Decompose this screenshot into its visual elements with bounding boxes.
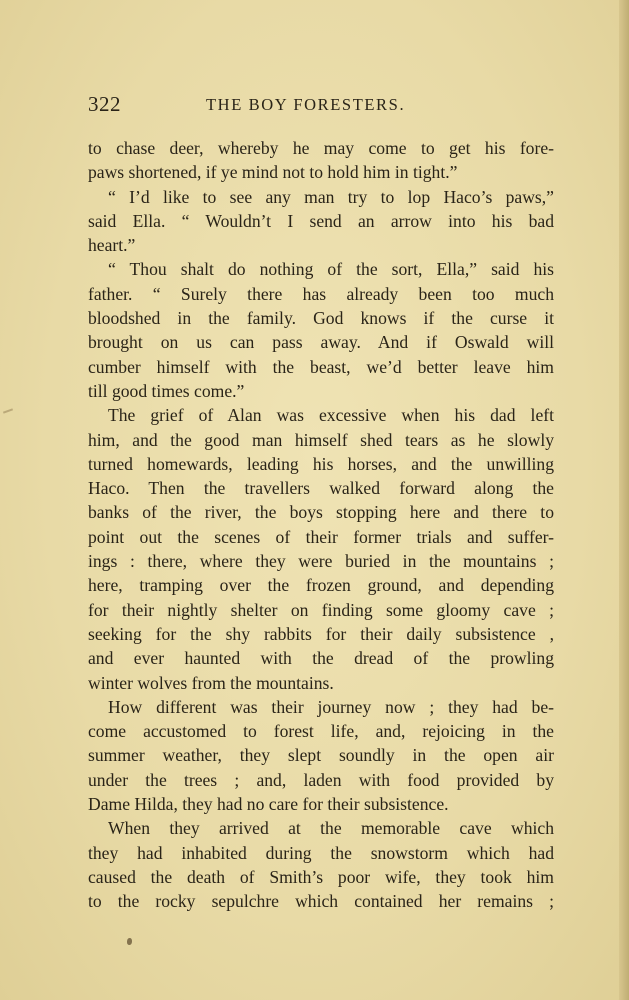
text-line: “ Thou shalt do nothing of the sort, Ella,” said his xyxy=(108,259,554,280)
text-line: come accustomed to forest life, and, rejoicing in the xyxy=(88,721,554,742)
page-edge xyxy=(619,0,629,1000)
text-line: point out the scenes of their former trials and suffer- xyxy=(88,526,554,547)
text-line: How different was their journey now ; they had be- xyxy=(108,696,554,717)
page-number: 322 xyxy=(88,92,121,116)
text-line: brought on us can pass away. And if Oswald will xyxy=(88,332,554,353)
text-line: to the rocky sepulchre which contained her remains ; xyxy=(88,891,554,912)
text-line: The grief of Alan was excessive when his dad left xyxy=(108,405,554,426)
ink-fleck xyxy=(127,938,132,945)
text-line: When they arrived at the memorable cave which xyxy=(108,818,554,839)
text-line: Haco. Then the travellers walked forward along the xyxy=(88,478,554,499)
text-line: seeking for the shy rabbits for their daily subsistence , xyxy=(88,623,554,644)
text-line: winter wolves from the mountains. xyxy=(88,672,334,693)
text-line: summer weather, they slept soundly in the open air xyxy=(88,745,554,766)
text-line: to chase deer, whereby he may come to get his fore- xyxy=(88,138,554,158)
running-head xyxy=(88,92,554,122)
body-text xyxy=(88,136,554,914)
text-line: paws shortened, if ye mind not to hold him in tight.” xyxy=(88,162,458,183)
text-line: said Ella. “ Wouldn’t I send an arrow into his bad xyxy=(88,210,554,231)
text-line: and ever haunted with the dread of the prowling xyxy=(88,648,554,669)
running-title: THE BOY FORESTERS. xyxy=(206,95,406,114)
text-line: father. “ Surely there has already been too much xyxy=(88,283,554,304)
text-line: him, and the good man himself shed tears as he slowly xyxy=(88,429,554,450)
text-line: they had inhabited during the snowstorm which had xyxy=(88,842,554,863)
text-line: bloodshed in the family. God knows if the curse it xyxy=(88,308,554,329)
text-line: here, tramping over the frozen ground, and depending xyxy=(88,575,554,596)
text-line: Dame Hilda, they had no care for their subsistence. xyxy=(88,794,449,815)
text-line: turned homewards, leading his horses, and the unwilling xyxy=(88,453,554,474)
text-line: under the trees ; and, laden with food provided by xyxy=(88,769,554,790)
text-line: cumber himself with the beast, we’d better leave him xyxy=(88,356,554,377)
margin-mark xyxy=(3,408,13,413)
text-line: heart.” xyxy=(88,235,136,256)
text-line: ings : there, where they were buried in the mountains ; xyxy=(88,551,554,572)
text-line: for their nightly shelter on finding some gloomy cave ; xyxy=(88,599,554,620)
text-line: “ I’d like to see any man try to lop Haco’s paws,” xyxy=(108,186,554,207)
text-line: banks of the river, the boys stopping here and there to xyxy=(88,502,554,523)
text-line: caused the death of Smith’s poor wife, they took him xyxy=(88,866,554,887)
text-line: till good times come.” xyxy=(88,380,245,401)
